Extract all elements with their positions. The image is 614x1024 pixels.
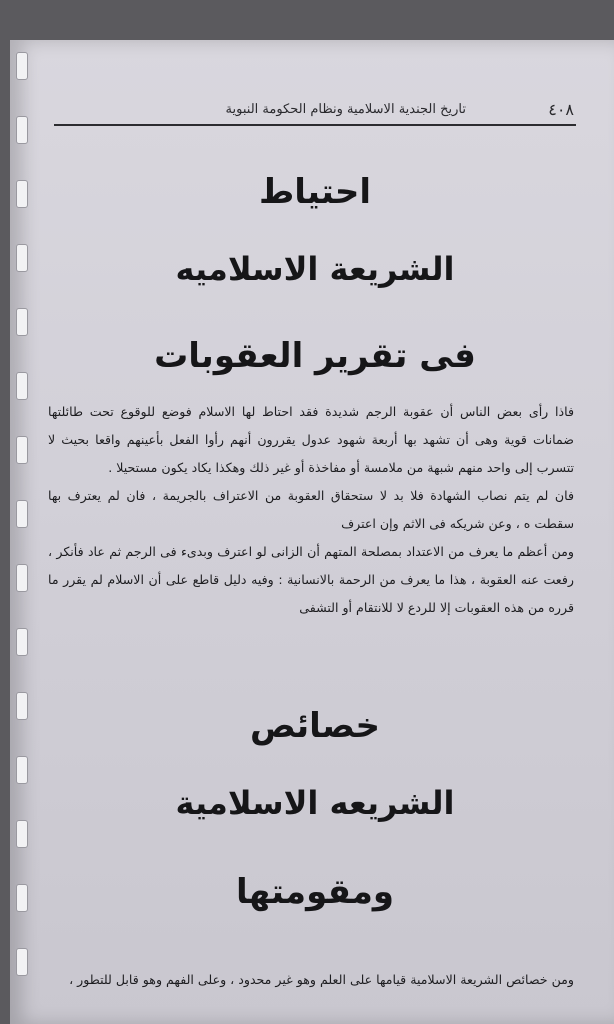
section-heading-penalties: فى تقرير العقوبات	[154, 336, 476, 376]
book-page	[10, 40, 614, 1024]
binding-hole	[16, 692, 28, 720]
paragraph: ومن أعظم ما يعرف من الاعتداد بمصلحة المتهم أن الزانى لو اعترف وبدىء فى الرجم ثم عاد فأنكر ، رفعت عنه العقوبة ، هذا ما يعرف من الرحمة بالانسانية : وفيه دليل قاطع على أن الاسلام لم يقرر ما قرره من هذه العقوبات إلا للردع لا للانتقام أو التشفى	[48, 544, 574, 615]
binding-hole	[16, 308, 28, 336]
binding-hole	[16, 436, 28, 464]
binding-hole	[16, 244, 28, 272]
paragraph: فان لم يتم نصاب الشهادة فلا بد لا ستحقاق العقوبة من الاعتراف بالجريمة ، فان لم يعترف بها سقطت ه ، وعن شريكه فى الاثم وإن اعترف	[48, 488, 574, 531]
section-heading-precaution: احتياط	[259, 172, 371, 212]
section-heading-components: ومقومتها	[235, 872, 395, 912]
binding-hole	[16, 500, 28, 528]
binding-hole	[16, 884, 28, 912]
binding-hole	[16, 628, 28, 656]
binding-hole	[16, 820, 28, 848]
paragraph: فاذا رأى بعض الناس أن عقوبة الرجم شديدة فقد احتاط لها الاسلام فوضع للوقوع تحت طائلتها ضمانات قوية وهى أن تشهد بها أربعة شهود عدول يقررون أنهم رأوا الفعل بأعينهم واقعا بحيث لا تتسرب إلى واحد منهم شبهة من ملامسة أو مفاخذة أو غير ذلك وهكذا يكاد يكون مستحيلا .	[48, 404, 574, 475]
page-number: ٤٠٨	[548, 100, 574, 119]
spiral-binding	[16, 50, 30, 1020]
binding-hole	[16, 52, 28, 80]
binding-hole	[16, 180, 28, 208]
binding-hole	[16, 564, 28, 592]
closing-text	[48, 966, 574, 994]
running-title: تاريخ الجندية الاسلامية ونظام الحكومة النبوية	[225, 102, 466, 117]
section-heading-sharia: الشريعة الاسلاميه	[175, 250, 455, 288]
binding-hole	[16, 948, 28, 976]
body-text-block	[48, 398, 574, 622]
binding-hole	[16, 372, 28, 400]
paragraph: ومن خصائص الشريعة الاسلامية قيامها على العلم وهو غير محدود ، وعلى الفهم وهو قابل للتطور ،	[69, 972, 574, 987]
binding-hole	[16, 116, 28, 144]
binding-hole	[16, 756, 28, 784]
header-rule	[54, 124, 576, 126]
section-heading-islamic-sharia: الشريعه الاسلامية	[175, 784, 455, 822]
section-heading-characteristics: خصائص	[250, 706, 380, 746]
